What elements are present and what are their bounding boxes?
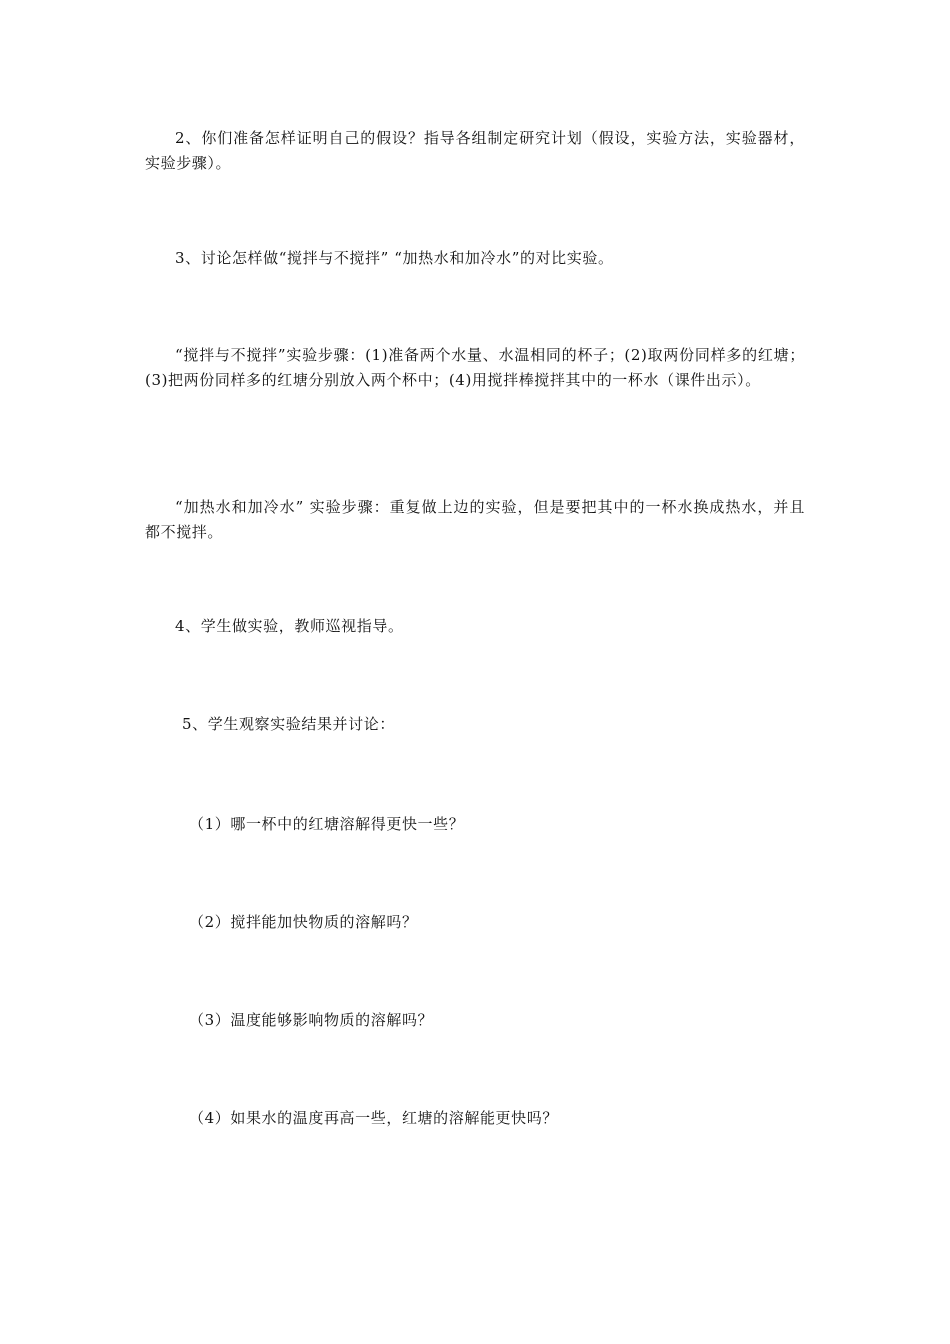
paragraph-step-3: 3、讨论怎样做“搅拌与不搅拌” “加热水和加冷水”的对比实验。 (175, 249, 614, 267)
paragraph-stir-procedure: “搅拌与不搅拌”实验步骤：(1)准备两个水量、水温相同的杯子；(2)取两份同样多的红塘；(3)把两份同样多的红塘分别放入两个杯中；(4)用搅拌棒搅拌其中的一杯水（课件出示）。 (145, 346, 805, 389)
question-4: （4）如果水的温度再高一些，红塘的溶解能更快吗？ (189, 1109, 558, 1127)
question-2: （2）搅拌能加快物质的溶解吗？ (189, 913, 418, 931)
question-3: （3）温度能够影响物质的溶解吗？ (189, 1011, 434, 1029)
paragraph-heat-procedure: “加热水和加冷水” 实验步骤：重复做上边的实验，但是要把其中的一杯水换成热水，并且都不搅拌。 (145, 498, 805, 541)
paragraph-step-5: 5、学生观察实验结果并讨论： (182, 715, 395, 733)
paragraph-step-4: 4、学生做实验，教师巡视指导。 (175, 617, 404, 635)
paragraph-step-2: 2、你们准备怎样证明自己的假设？指导各组制定研究计划（假设，实验方法，实验器材，实验步骤）。 (145, 129, 805, 172)
question-1: （1）哪一杯中的红塘溶解得更快一些？ (189, 815, 465, 833)
